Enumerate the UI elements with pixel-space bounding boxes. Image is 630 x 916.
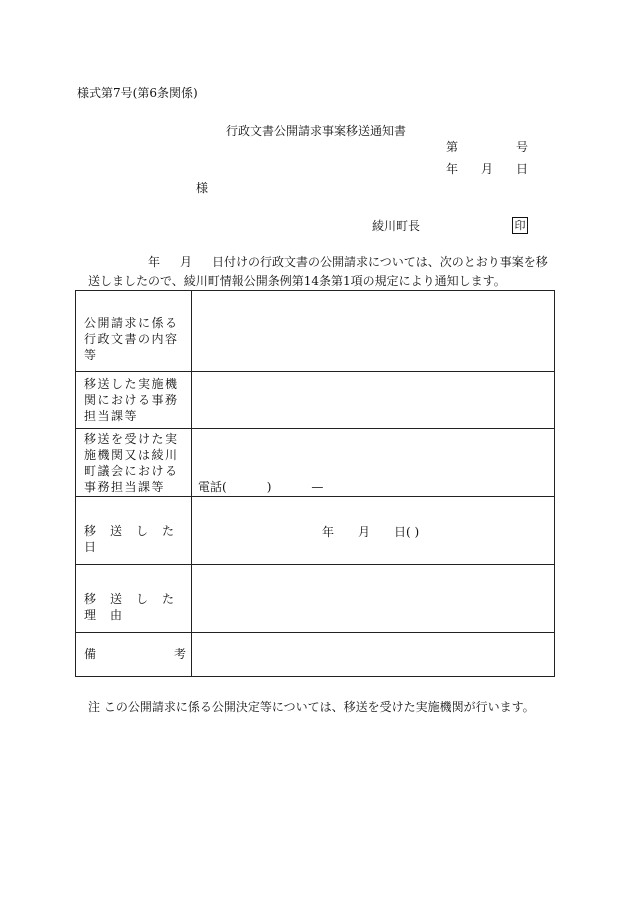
form-number: 様式第7号(第6条関係) <box>77 86 198 100</box>
number-prefix: 第 <box>446 140 459 154</box>
document-content-field[interactable] <box>192 291 554 371</box>
row-label-transfer-date: 移送した日 <box>84 524 189 554</box>
date-day-label: 日 <box>516 162 529 176</box>
table-row-transfer-reason <box>76 565 554 633</box>
label-cell <box>76 633 192 676</box>
row-label-receiving-office: 移送を受けた実施機関又は綾川町議会における事務担当課等 <box>84 432 179 494</box>
transfer-date-line <box>322 525 419 539</box>
table-row-receiving-office <box>76 429 554 497</box>
body-line-1-text: 日付けの行政文書の公開請求については、次のとおり事案を移 <box>212 255 548 269</box>
label-cell <box>76 565 192 632</box>
label-cell <box>76 372 192 428</box>
row-label-remarks-right: 考 <box>174 647 187 661</box>
body-line-1 <box>148 255 548 269</box>
transfer-date-day: 日( ) <box>394 525 420 539</box>
table-row-transfer-date <box>76 497 554 565</box>
row-label-remarks-left: 備 <box>84 647 97 661</box>
seal-mark: 印 <box>512 217 528 234</box>
body-line-2: 送しましたので、綾川町情報公開条例第14条第1項の規定により通知します。 <box>88 274 506 288</box>
table-row-transferring-office <box>76 372 554 429</box>
transfer-details-table <box>75 290 555 677</box>
receiving-office-field[interactable] <box>192 429 554 496</box>
row-label-document-content: 公開請求に係る行政文書の内容等 <box>84 316 179 362</box>
transfer-date-month: 月 <box>358 525 371 539</box>
remarks-field[interactable] <box>192 633 554 676</box>
date-year-label: 年 <box>446 162 459 176</box>
phone-line <box>198 480 323 494</box>
table-row-document-content <box>76 291 554 372</box>
label-cell <box>76 429 192 496</box>
label-cell <box>76 291 192 371</box>
footnote: 注 この公開請求に係る公開決定等については、移送を受けた実施機関が行います。 <box>88 700 535 714</box>
date-month-label: 月 <box>481 162 494 176</box>
body-month-label: 月 <box>180 255 193 269</box>
transferring-office-field[interactable] <box>192 372 554 428</box>
number-suffix: 号 <box>516 140 529 154</box>
phone-dash: — <box>311 480 324 494</box>
table-row-remarks <box>76 633 554 676</box>
row-label-transferring-office: 移送した実施機関における事務担当課等 <box>84 377 179 423</box>
document-title: 行政文書公開請求事案移送通知書 <box>226 124 407 138</box>
body-year-label: 年 <box>148 255 161 269</box>
sender-name: 綾川町長 <box>372 219 421 233</box>
transfer-reason-field[interactable] <box>192 565 554 632</box>
transfer-date-year: 年 <box>322 525 335 539</box>
recipient-honorific: 様 <box>196 181 209 195</box>
label-cell <box>76 497 192 564</box>
row-label-transfer-reason: 移送した理由 <box>84 592 189 622</box>
phone-label: 電話( <box>198 480 227 494</box>
phone-close-paren: ) <box>266 480 272 494</box>
transfer-date-field[interactable] <box>192 497 554 564</box>
